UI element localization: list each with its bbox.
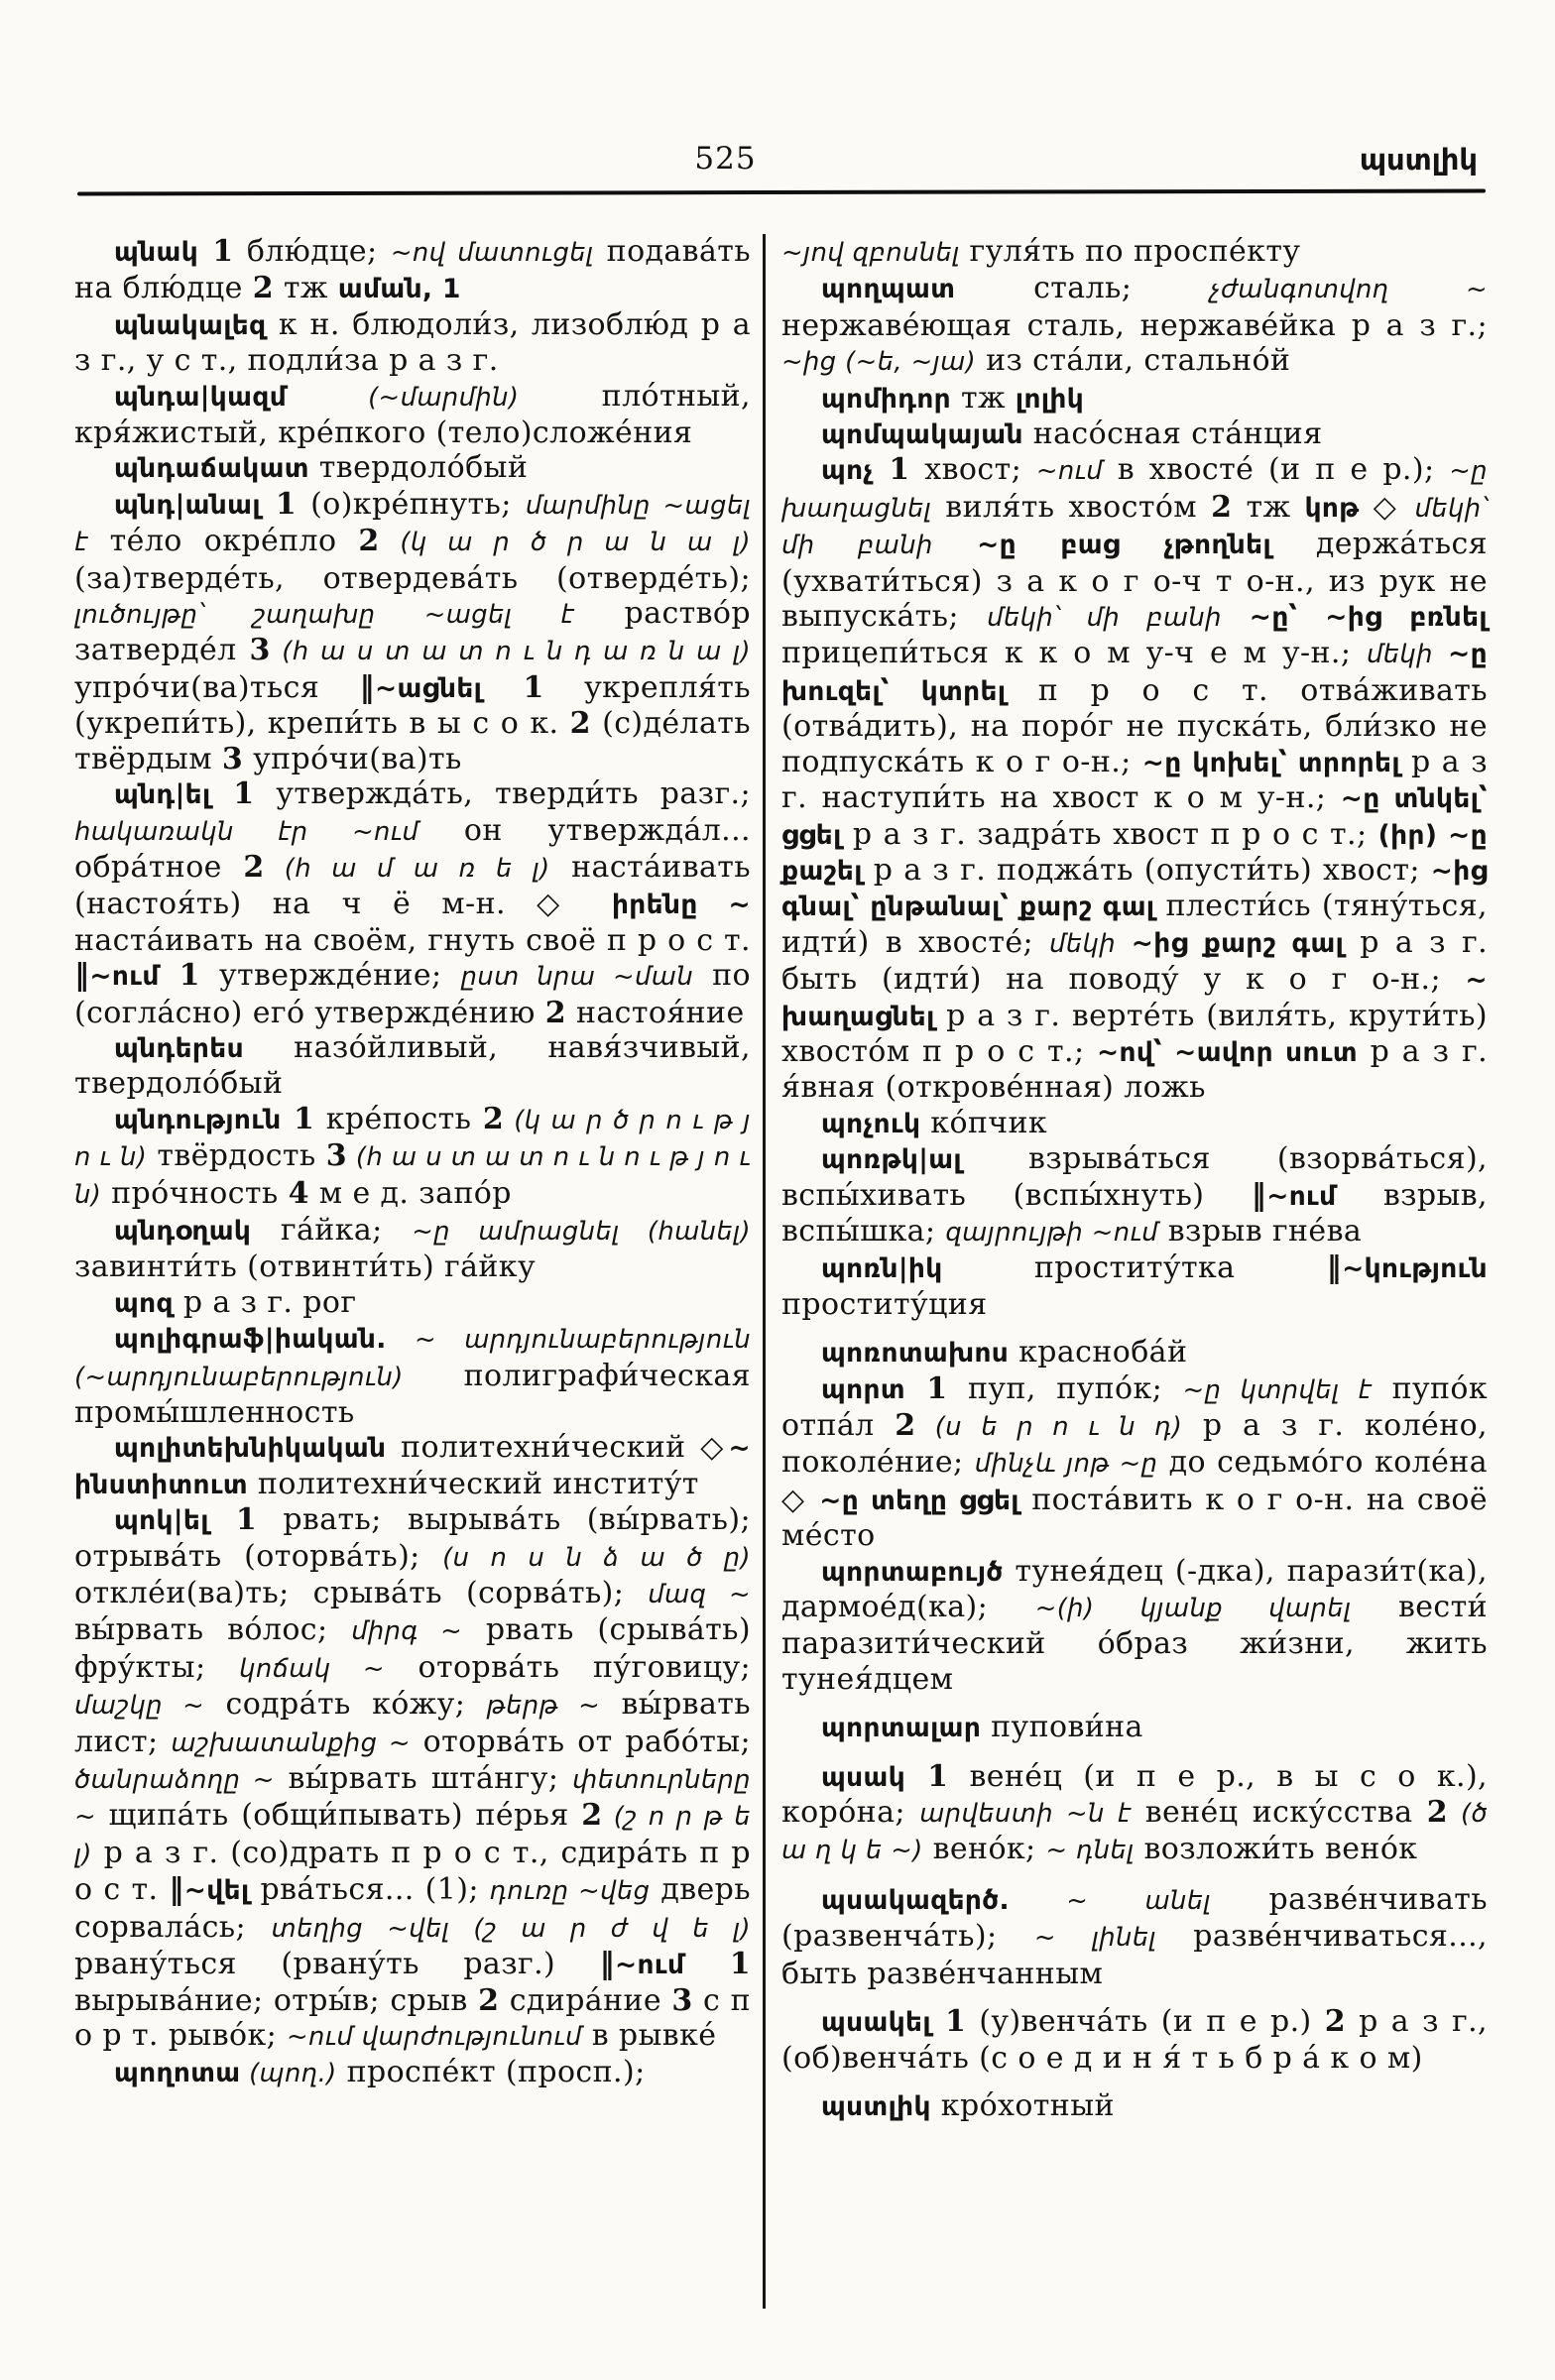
russian-text: р а з г., (об)венча́ть (с о е д и н я́ т ь б р а́ к о м) bbox=[781, 2004, 1488, 2076]
sense-number: 2 bbox=[358, 524, 380, 559]
sense-number: ‖ bbox=[74, 958, 90, 994]
russian-text: из ста́ли, стально́й bbox=[976, 343, 1291, 379]
headword: կոթ bbox=[1304, 492, 1360, 524]
russian-text: га́йка; bbox=[251, 1212, 413, 1248]
russian-text: р а з г. рог bbox=[173, 1284, 357, 1320]
russian-text: укрепля́ть (укрепи́ть), крепи́ть в ы с о к. bbox=[74, 669, 751, 742]
russian-text: кре́пость bbox=[314, 1101, 483, 1136]
armenian-example: մազ ~ bbox=[648, 1580, 752, 1610]
russian-text: утвержда́ть, тверди́ть разг.; bbox=[254, 776, 752, 812]
russian-text: настоя́ние bbox=[566, 995, 745, 1030]
headword: պոչուկ bbox=[821, 1108, 921, 1139]
headword: պնդաճակատ bbox=[114, 453, 309, 485]
dictionary-entry bbox=[781, 2088, 1488, 2124]
headword: պորտալար bbox=[821, 1713, 982, 1744]
headword: պնդօղակ bbox=[114, 1215, 252, 1247]
armenian-example: արվեստի ~ն է bbox=[919, 1799, 1132, 1830]
headword: պոռոտախոս bbox=[821, 1338, 1010, 1369]
dictionary-entry bbox=[74, 1030, 751, 1102]
armenian-example: ~ը կտրվել է bbox=[1182, 1374, 1373, 1405]
sense-number: 1 bbox=[684, 1947, 752, 1982]
headword: ~ը բաց չթողնել bbox=[932, 530, 1272, 561]
headword: պնակալեզ bbox=[114, 309, 267, 341]
sense-number: ‖ bbox=[169, 1872, 184, 1908]
sense-number: 1 bbox=[260, 486, 298, 522]
sense-number: 2 bbox=[544, 995, 567, 1030]
sense-number: 2 bbox=[1426, 1795, 1449, 1831]
russian-text: м е д. запо́р bbox=[308, 1175, 512, 1211]
dictionary-entry bbox=[781, 1759, 1488, 1869]
headword: պնակ bbox=[114, 237, 199, 268]
russian-text: (о)кре́пнуть; bbox=[297, 486, 526, 522]
russian-text: тж bbox=[274, 271, 338, 306]
armenian-example: փետուրները ~ bbox=[74, 1765, 751, 1833]
dictionary-entry bbox=[74, 1321, 751, 1430]
column-right bbox=[781, 234, 1488, 2309]
armenian-example: (հ ա ս տ ա տ ո ւ ն դ ա ռ ն ա լ) bbox=[270, 637, 751, 667]
dictionary-entry bbox=[781, 1141, 1488, 1250]
russian-text: откле́и(ва)ть; срыва́ть (сорва́ть); bbox=[74, 1576, 649, 1611]
russian-text: наста́ивать (настоя́ть) на ч ё м-н. ◇ bbox=[74, 849, 752, 922]
russian-text: блю́дце; bbox=[233, 234, 391, 269]
dictionary-entry bbox=[74, 776, 751, 1030]
russian-text: оторва́ть от рабо́ты; bbox=[410, 1724, 751, 1759]
russian-text: про́чность bbox=[101, 1175, 289, 1211]
russian-text: рвану́ться (рвану́ть разг.) bbox=[74, 1947, 600, 1982]
sense-number: 1 bbox=[208, 1502, 258, 1538]
dictionary-entry bbox=[781, 1371, 1488, 1554]
russian-text: разве́нчиваться..., быть разве́нчанным bbox=[781, 1919, 1488, 1991]
dictionary-entry bbox=[781, 2004, 1488, 2076]
headword: պնդ|անալ bbox=[114, 489, 261, 521]
armenian-example: թերթ ~ bbox=[486, 1691, 601, 1722]
russian-text: сталь; bbox=[955, 271, 1211, 306]
sense-number: 1 bbox=[482, 669, 544, 705]
headword: ~ը տեղը ցցել bbox=[819, 1485, 1019, 1516]
sense-number: 3 bbox=[325, 1138, 348, 1174]
sense-number: 1 bbox=[198, 234, 234, 269]
armenian-example: հակառակն էր ~ում bbox=[74, 816, 419, 847]
russian-text: пупо́к отпа́л bbox=[781, 1370, 1489, 1443]
dictionary-entry bbox=[74, 1430, 751, 1502]
armenian-example: չժանգոտվող ~ bbox=[1210, 275, 1488, 305]
dictionary-entry bbox=[74, 1502, 751, 2055]
russian-text: твердоло́бый bbox=[308, 450, 529, 486]
russian-text: пупови́на bbox=[981, 1710, 1143, 1745]
russian-text: упро́чи(ва)ться bbox=[74, 669, 360, 705]
dictionary-entry bbox=[781, 1882, 1488, 1991]
headword: ~ ինստիտուտ bbox=[74, 1433, 751, 1500]
russian-text: щипа́ть (общи́пывать) пе́рья bbox=[96, 1798, 582, 1834]
russian-text: завинти́ть (отвинти́ть) га́йку bbox=[74, 1250, 536, 1285]
headword: ~ը խուզել՝ կտրել bbox=[781, 639, 1488, 707]
armenian-example: ~ում վարժությունում bbox=[287, 2021, 582, 2052]
russian-text: возложи́ть вено́к bbox=[1134, 1832, 1418, 1867]
dictionary-entry bbox=[74, 234, 751, 307]
armenian-example: ծանրաձողը ~ bbox=[74, 1765, 275, 1796]
headword: ~ը տնկել՝ ցցել bbox=[781, 783, 1488, 851]
headword: ~ում bbox=[615, 1950, 685, 1981]
russian-text: проститу́тка bbox=[942, 1250, 1327, 1286]
armenian-example: մեկի bbox=[1366, 640, 1433, 670]
headword: պոռթկ|ալ bbox=[821, 1144, 962, 1176]
russian-text: проститу́ция bbox=[781, 1286, 988, 1322]
sense-number: 1 bbox=[873, 452, 910, 488]
russian-text: (с)де́лать твёрдым bbox=[74, 706, 751, 776]
armenian-example: ~ում bbox=[1035, 456, 1103, 487]
dictionary-entry bbox=[781, 452, 1488, 1105]
dictionary-entry bbox=[781, 1554, 1488, 1698]
armenian-example: (ծ ա ղ կ ե ~) bbox=[781, 1799, 1488, 1866]
page-number: 525 bbox=[694, 141, 757, 177]
armenian-example: ~ով մատուցել bbox=[390, 238, 594, 268]
guide-word: պստլիկ bbox=[1359, 143, 1478, 177]
headword: պոչ bbox=[821, 455, 874, 487]
russian-text: (за)тверде́ть, отвердева́ть (отверде́ть); bbox=[74, 560, 751, 596]
armenian-example: ~ից (~ե, ~յա) bbox=[781, 347, 977, 378]
russian-text: тж bbox=[1232, 489, 1305, 525]
russian-text: прицепи́ться к к о м у-ч е м у-н.; bbox=[781, 636, 1367, 671]
headword: պոկ|ել bbox=[114, 1505, 209, 1537]
headword: պողպատ bbox=[821, 274, 956, 305]
sense-number: 2 bbox=[895, 1408, 916, 1443]
headword: ~ խաղացնել bbox=[781, 965, 1488, 1032]
russian-text: ◇ bbox=[1359, 489, 1415, 525]
russian-text: вы́рвать шта́нгу; bbox=[274, 1761, 573, 1797]
headword: պոմպակայան bbox=[821, 419, 1023, 451]
russian-text: наста́ивать на своём, гнуть своё п р о с т. bbox=[74, 922, 751, 958]
headword: պորտ bbox=[821, 1373, 905, 1405]
dictionary-entry bbox=[74, 1285, 751, 1321]
russian-text: вене́ц иску́сства bbox=[1131, 1795, 1427, 1831]
dictionary-entry bbox=[781, 1335, 1488, 1370]
dictionary-entry bbox=[74, 307, 751, 379]
headword: պոռն|իկ bbox=[821, 1253, 943, 1285]
russian-text: пло́тный, кря́жистый, кре́пкого (тело)сложе́ния bbox=[74, 378, 751, 451]
sense-number: 2 bbox=[243, 849, 265, 885]
russian-text: р а з г. наступи́ть на хвост к о м у-н.; bbox=[781, 744, 1488, 816]
russian-text: твёрдость bbox=[147, 1138, 326, 1174]
russian-text: вы́рвать лист; bbox=[74, 1687, 751, 1759]
russian-text: политехни́ческий ◇ bbox=[386, 1430, 729, 1466]
dictionary-entry bbox=[781, 234, 1488, 271]
armenian-example: ~ լինել bbox=[1033, 1923, 1156, 1954]
russian-text: р а з г. верте́ть (виля́ть, крути́ть) хвосто́м п р о с т.; bbox=[781, 998, 1488, 1069]
sense-number: 1 bbox=[930, 2004, 967, 2040]
headword: պսակել bbox=[821, 2007, 931, 2039]
sense-number: 1 bbox=[210, 776, 255, 812]
headword: պոմիդոր bbox=[821, 383, 952, 415]
armenian-example: լուծույթը՝ շաղախը ~ացել է bbox=[74, 600, 575, 631]
dictionary-entry bbox=[781, 1710, 1488, 1745]
armenian-example: մաշկը ~ bbox=[74, 1691, 205, 1722]
armenian-example: (ս ե ր ո ւ ն դ) bbox=[915, 1412, 1183, 1442]
russian-text: поста́вить к о г о-н. на своё ме́сто bbox=[781, 1482, 1488, 1554]
sense-number: 1 bbox=[159, 958, 200, 994]
russian-text: плести́сь (тяну́ться, идти́) в хвосте́; bbox=[781, 889, 1488, 960]
dictionary-entry bbox=[74, 1102, 751, 1213]
armenian-example: միրգ ~ bbox=[351, 1616, 463, 1647]
headword: պնդերես bbox=[114, 1032, 244, 1064]
headword: լոլիկ bbox=[1015, 383, 1085, 415]
armenian-example: ըստ նրա ~ման bbox=[460, 962, 694, 993]
armenian-example: դուռը ~վեց bbox=[489, 1876, 651, 1907]
sense-number: ‖ bbox=[1326, 1250, 1343, 1286]
russian-text: в хвосте́ (и п е р.); bbox=[1103, 452, 1450, 488]
armenian-example: կոճակ ~ bbox=[239, 1653, 385, 1684]
russian-text: вырыва́ние; отры́в; срыв bbox=[74, 1982, 479, 2018]
russian-text: вы́рвать во́лос; bbox=[74, 1612, 352, 1648]
russian-text: раство́р затверде́л bbox=[74, 596, 751, 668]
russian-text: по (согла́сно) его́ утвержде́нию bbox=[74, 958, 751, 1030]
russian-text: в рывке́ bbox=[581, 2017, 717, 2053]
russian-text: п р о с т. отва́живать (отва́дить), на поро́г не пуска́ть, бли́зко не подпуска́ть к о г о-н.; bbox=[781, 672, 1488, 779]
headword: ~ով՝ ~ավոր սուտ bbox=[1097, 1036, 1358, 1068]
dictionary-entry bbox=[74, 487, 751, 776]
russian-text: взрыв гне́ва bbox=[1157, 1213, 1363, 1249]
headword: պոլիգրաֆ|իական. bbox=[114, 1324, 387, 1356]
dictionary-entry bbox=[74, 450, 751, 486]
column-divider bbox=[763, 234, 766, 2309]
page-header bbox=[74, 141, 1486, 186]
dictionary-entry bbox=[74, 379, 751, 451]
dictionary-entry bbox=[74, 1213, 751, 1285]
armenian-example: զայրույթի ~ում bbox=[945, 1217, 1158, 1248]
russian-text: содра́ть ко́жу; bbox=[204, 1687, 487, 1723]
sense-number: 2 bbox=[569, 706, 591, 742]
russian-text: пуп, пупо́к; bbox=[947, 1370, 1183, 1406]
russian-text: те́ло окре́пло bbox=[87, 524, 359, 559]
headword: իրենը ~ bbox=[611, 890, 751, 921]
russian-text: до седьмо́го коле́на ◇ bbox=[781, 1445, 1488, 1517]
headword: ~կություն bbox=[1342, 1253, 1488, 1285]
sense-number: ‖ bbox=[1251, 1177, 1267, 1213]
armenian-example: (կ ա ր ծ ր ա ն ա լ) bbox=[379, 528, 751, 558]
sense-number: 2 bbox=[1211, 489, 1233, 525]
dictionary-entry bbox=[781, 1106, 1488, 1141]
armenian-example: (հ ա մ ա ռ ե լ) bbox=[264, 853, 550, 884]
armenian-example: (կ ա ր ծ ր ո ւ թ յ ո ւ ն) bbox=[74, 1105, 751, 1173]
dictionary-entry bbox=[781, 1250, 1488, 1322]
armenian-example: (շ ո ր թ ե լ) bbox=[74, 1802, 751, 1869]
russian-text: вести́ паразити́ческий о́браз жи́зни, жить тунея́дцем bbox=[781, 1590, 1488, 1697]
russian-text: (у)венча́ть (и п е р.) bbox=[966, 2004, 1325, 2040]
russian-text: р а з г. задра́ть хвост п р о с т.; bbox=[841, 816, 1378, 852]
armenian-example: աշխատանքից ~ bbox=[171, 1727, 411, 1758]
sense-number: 4 bbox=[288, 1175, 309, 1211]
headword: ~ում bbox=[89, 961, 160, 993]
russian-text: взрыв, вспы́шка; bbox=[781, 1177, 1488, 1249]
russian-text: к н. блюдоли́з, лизоблю́д р а з г., у с т., подли́за р а з г. bbox=[74, 306, 751, 379]
headword: ~վել bbox=[183, 1875, 250, 1907]
dictionary-entry bbox=[781, 416, 1488, 452]
russian-text: хвост; bbox=[909, 452, 1036, 488]
sense-number: 1 bbox=[904, 1370, 948, 1406]
russian-text: назо́йливый, навя́зчивый, твердоло́бый bbox=[74, 1029, 751, 1102]
headword: ~ացնել bbox=[374, 672, 483, 704]
headword: ~ում bbox=[1266, 1180, 1337, 1212]
russian-text: подава́ть на блю́дце bbox=[74, 234, 751, 306]
russian-text: разве́нчивать (развенча́ть); bbox=[781, 1881, 1488, 1955]
sense-number: 2 bbox=[482, 1101, 505, 1136]
russian-text: дверь сорвала́сь; bbox=[74, 1872, 751, 1945]
armenian-example: (պող.) bbox=[240, 2059, 337, 2089]
headword: ~ից քարշ գալ bbox=[1116, 927, 1345, 959]
russian-text: оторва́ть пу́говицу; bbox=[384, 1649, 751, 1685]
russian-text: рва́ться... (1); bbox=[249, 1872, 490, 1908]
russian-text: кро́хотный bbox=[930, 2087, 1115, 2123]
armenian-example: ~ը ամրացնել (հանել) bbox=[412, 1216, 751, 1247]
headword: ~ը կոխել՝ տրորել bbox=[1141, 747, 1400, 778]
russian-text: р а з г. быть (идти́) на поводу́ у к о г о-н.; bbox=[781, 924, 1489, 998]
russian-text: р а з г. (со)драть п р о с т., сдира́ть п р о с т. bbox=[74, 1835, 751, 1908]
armenian-example: (ս ո ս ն ձ ա ծ ը) bbox=[442, 1542, 751, 1573]
russian-text: рвать (срыва́ть) фру́кты; bbox=[74, 1612, 751, 1685]
sense-number: ‖ bbox=[359, 669, 375, 705]
armenian-example: ~ անել bbox=[1009, 1885, 1211, 1916]
armenian-example: ~յով զբոսնել bbox=[781, 238, 960, 268]
russian-text: тж bbox=[951, 380, 1016, 416]
armenian-example: ~ դնել bbox=[1045, 1836, 1135, 1866]
russian-text: тунея́дец (-дка), парази́т(ка), дармое́д(ка); bbox=[781, 1553, 1488, 1625]
headword: ~ը՝ ~ից բռնել bbox=[1221, 602, 1488, 634]
sense-number: 1 bbox=[281, 1101, 315, 1136]
headword: պնդա|կազմ bbox=[114, 381, 288, 413]
russian-text: взрыва́ться (взорва́ться), вспы́хивать (вспы́хнуть) bbox=[781, 1141, 1488, 1213]
headword: պստլիկ bbox=[821, 2090, 931, 2122]
russian-text: красноба́й bbox=[1009, 1335, 1188, 1370]
armenian-example: ~(ի) կյանք վարել bbox=[1034, 1594, 1352, 1624]
armenian-example: ~ը խաղացնել bbox=[781, 456, 1489, 524]
russian-text: политехни́ческий институ́т bbox=[248, 1466, 699, 1501]
headword: պսակ bbox=[821, 1761, 906, 1793]
armenian-example: մեկի՝ մի բանի bbox=[781, 493, 1488, 561]
russian-text: упро́чи(ва)ть bbox=[243, 741, 462, 776]
headword: պոզ bbox=[114, 1287, 174, 1319]
russian-text: виля́ть хвосто́м bbox=[931, 489, 1212, 525]
dictionary-entry bbox=[781, 381, 1488, 416]
armenian-example: (հ ա ս տ ա տ ո ւ ն ո ւ թ յ ո ւ ն) bbox=[74, 1142, 751, 1210]
russian-text: насо́сная ста́нция bbox=[1022, 416, 1323, 452]
armenian-example: մեկի bbox=[1049, 928, 1117, 959]
russian-text: ко́пчик bbox=[920, 1105, 1048, 1140]
headword: պնդ|ել bbox=[114, 779, 211, 811]
text-block bbox=[74, 234, 1488, 2309]
sense-number: ‖ bbox=[599, 1947, 616, 1982]
russian-text: р а з г. я́вная (открове́нная) ложь bbox=[781, 1033, 1489, 1106]
headword: պորտաբույծ bbox=[821, 1556, 1004, 1588]
russian-text: р а з г. коле́но, поколе́ние; bbox=[781, 1408, 1488, 1481]
russian-text: гуля́ть по проспе́кту bbox=[959, 234, 1301, 269]
russian-text: нержаве́ющая сталь, нержаве́йка р а з г.; bbox=[781, 307, 1488, 343]
russian-text: проспе́кт (просп.); bbox=[336, 2055, 646, 2090]
armenian-example: տեղից ~վել (շ ա ր ժ վ ե լ) bbox=[271, 1913, 752, 1944]
russian-text: держа́ться (ухвати́ться) з а к о г о-ч т о-н., из рук не выпуска́ть; bbox=[781, 527, 1488, 635]
headword: (իր) ~ը քաշել bbox=[781, 819, 1488, 887]
russian-text: рвать; вырыва́ть (вы́рвать); отрыва́ть (оторва́ть); bbox=[74, 1502, 751, 1574]
sense-number: 3 bbox=[249, 633, 271, 668]
sense-number: 2 bbox=[478, 1982, 500, 2018]
headword: պսակազերծ. bbox=[821, 1884, 1010, 1916]
armenian-example: (~մարմին) bbox=[287, 382, 520, 413]
header-rule bbox=[77, 189, 1486, 196]
armenian-example: մինչև յոթ ~ը bbox=[974, 1449, 1158, 1480]
russian-text: полиграфи́ческая промы́шленность bbox=[74, 1358, 751, 1430]
armenian-example: ~ արդյունաբերություն (~արդյունաբերություն) bbox=[74, 1325, 751, 1392]
sense-number: 2 bbox=[581, 1798, 603, 1834]
sense-number: 1 bbox=[905, 1758, 949, 1794]
headword: պողոտա bbox=[114, 2058, 241, 2089]
sense-number: 3 bbox=[221, 741, 244, 776]
sense-number: 2 bbox=[252, 271, 274, 306]
armenian-example: մարմինը ~ացել է bbox=[74, 490, 751, 558]
dictionary-entry bbox=[781, 271, 1488, 380]
sense-number: 3 bbox=[671, 1982, 693, 2018]
russian-text: сдира́ние bbox=[499, 1982, 672, 2018]
headword: ~ից գնալ՝ ընթանալ՝ քարշ գալ bbox=[781, 855, 1488, 923]
russian-text: р а з г. поджа́ть (опусти́ть) хвост; bbox=[862, 852, 1431, 888]
russian-text: с п о р т. рыво́к; bbox=[74, 1982, 751, 2053]
headword: պոլիտեխնիկական bbox=[114, 1433, 387, 1465]
russian-text: вено́к; bbox=[922, 1832, 1046, 1867]
armenian-example: մեկի՝ մի բանի bbox=[987, 603, 1222, 634]
russian-text: он утвержда́л... обра́тное bbox=[74, 812, 751, 885]
headword: պնդություն bbox=[114, 1104, 282, 1135]
sense-number: 2 bbox=[1324, 2004, 1347, 2040]
dictionary-entry bbox=[74, 2055, 751, 2091]
headword: աման, 1 bbox=[337, 274, 461, 305]
column-left bbox=[74, 234, 751, 2309]
russian-text: вене́ц (и п е р., в ы с о к.), коро́на; bbox=[781, 1758, 1488, 1831]
russian-text: утвержде́ние; bbox=[199, 958, 461, 994]
